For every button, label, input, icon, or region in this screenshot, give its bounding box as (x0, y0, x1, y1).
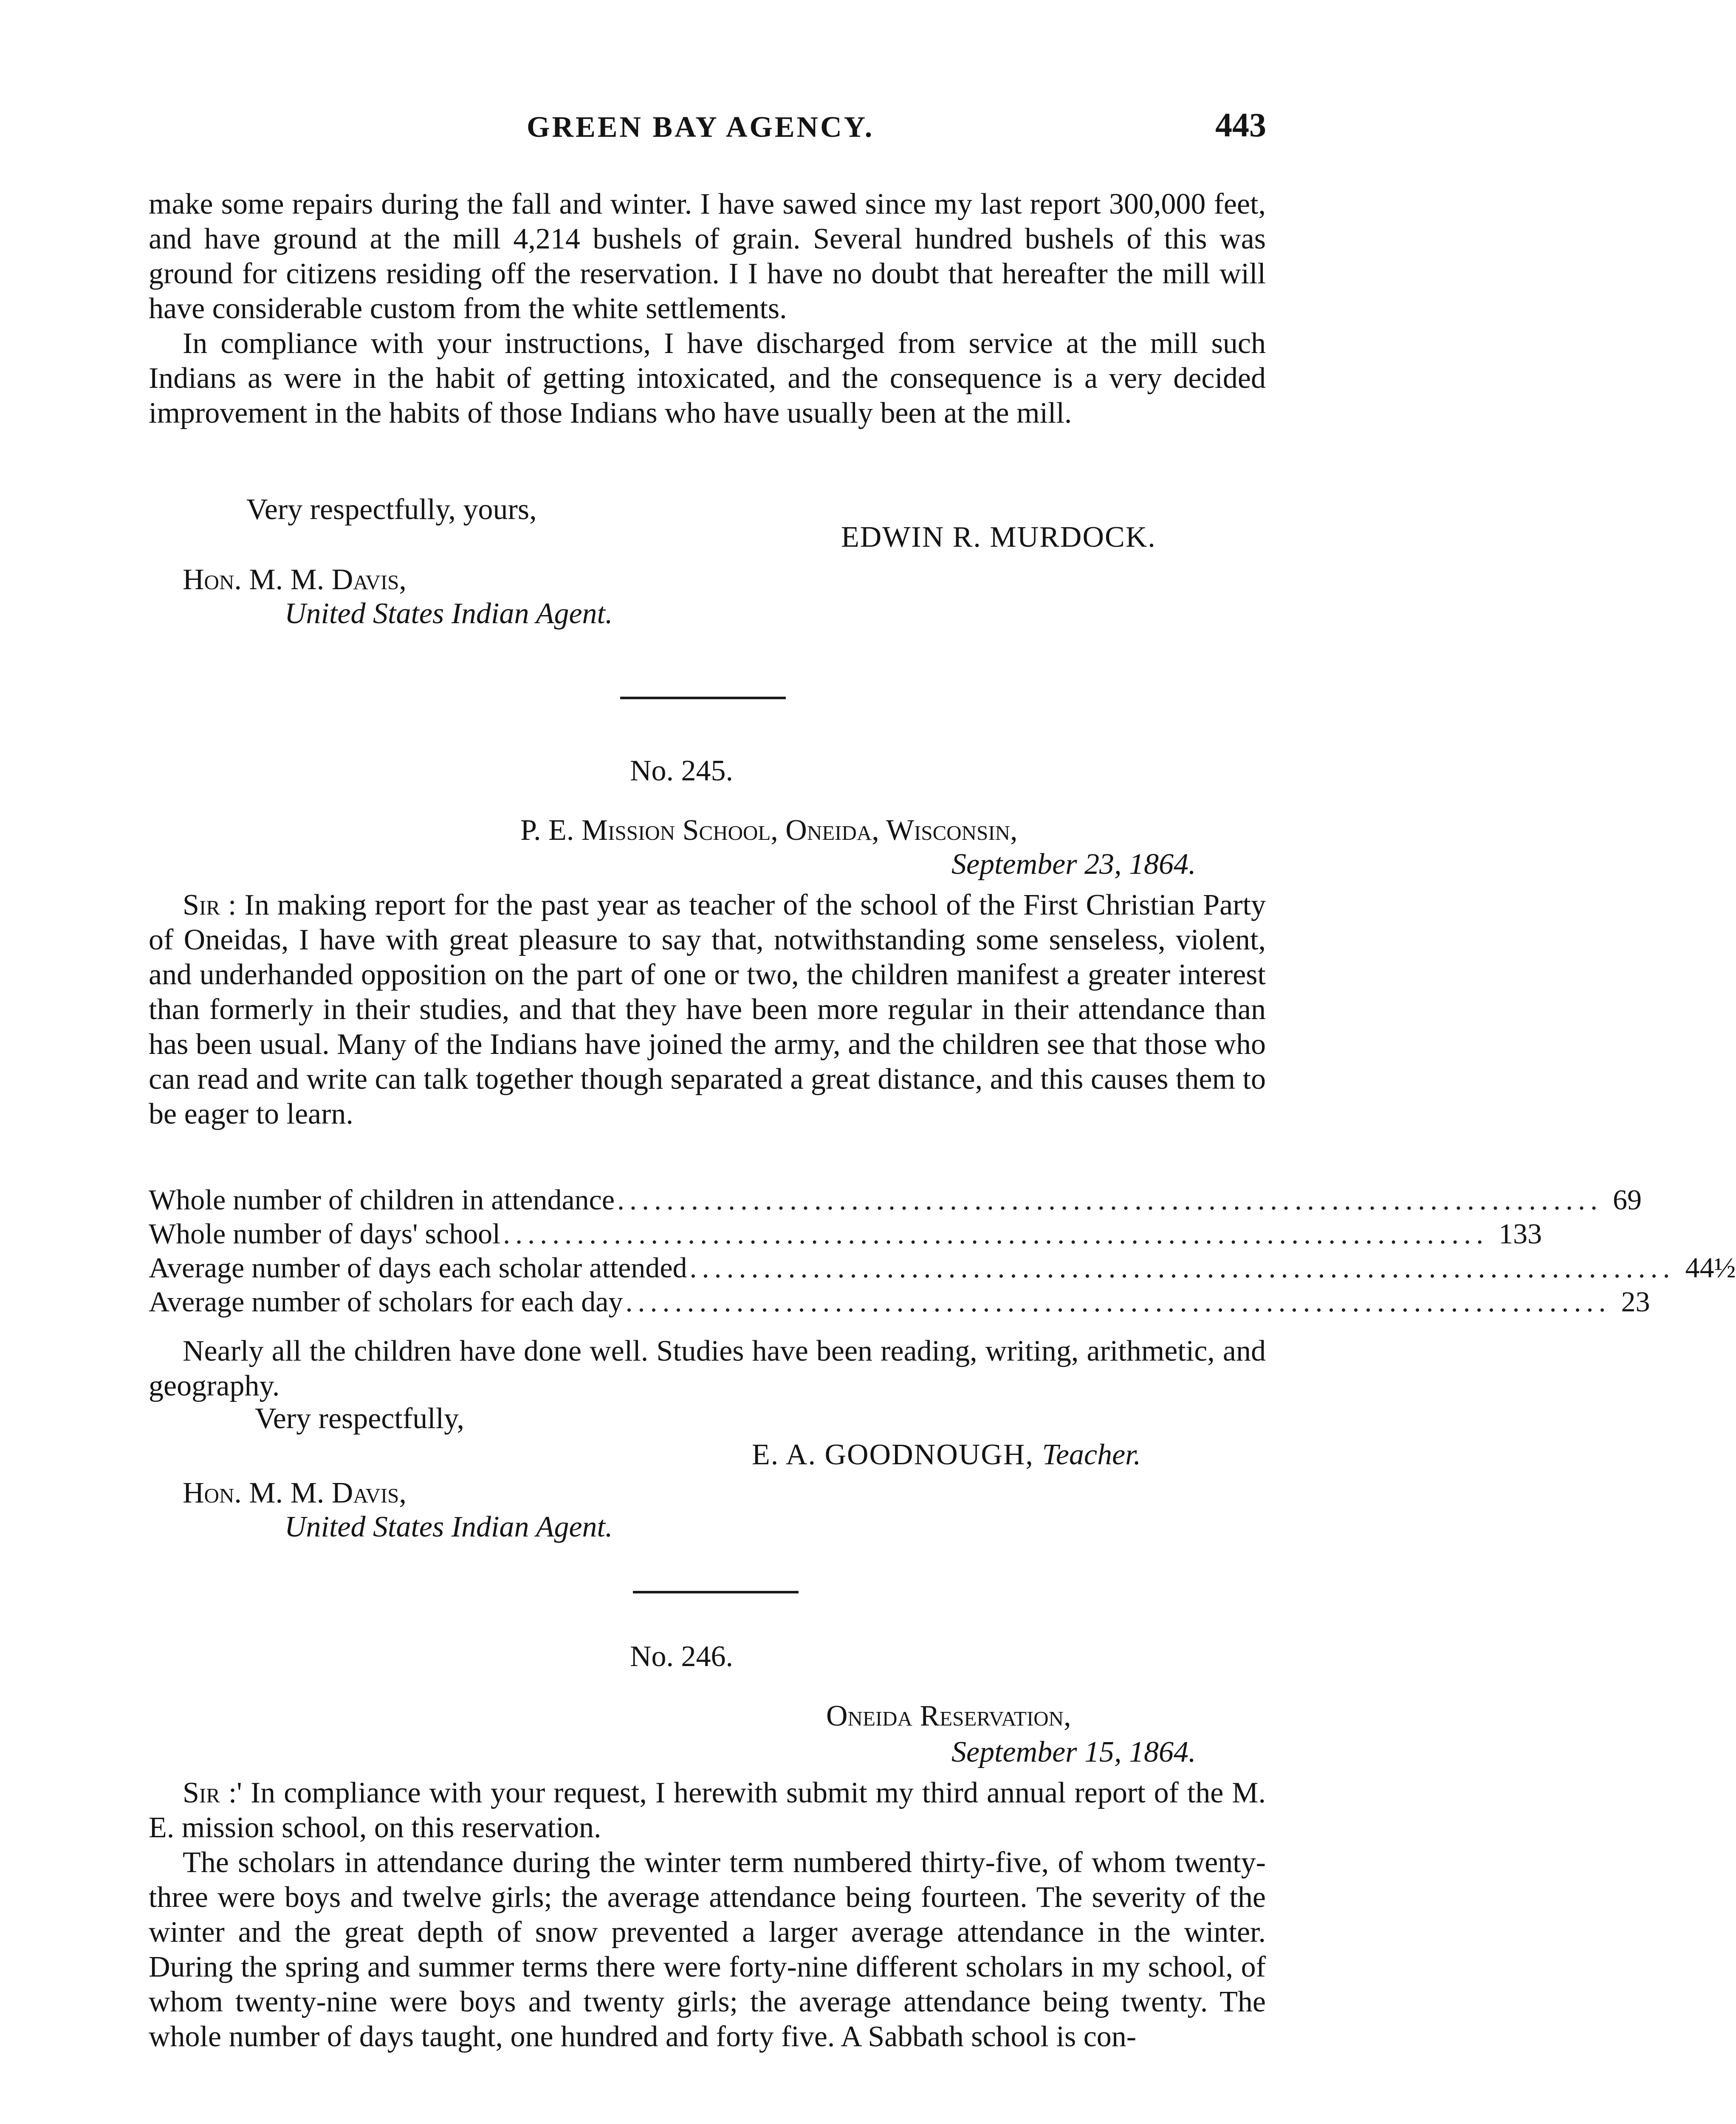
letter2-date: September 23, 1864. (951, 848, 1196, 881)
letter2-closing-block (149, 1334, 1266, 1404)
dot-leader: ................................................................................ (625, 1285, 1611, 1318)
stat-value: 69 (1613, 1183, 1642, 1216)
page-number: 443 (1215, 107, 1266, 144)
stat-label: Whole number of days' school (149, 1217, 501, 1250)
letter2-signature-line (752, 1438, 1141, 1472)
letter1-paragraph-2: In compliance with your instructions, I have discharged from service at the mill such Indians as were in the habit of getting intoxicated, and the consequence is a very decided improvement in the habits of those Indians who have usually been at the mill. (149, 327, 1266, 429)
letter2-number: No. 245. (629, 754, 734, 787)
letter3-body (149, 1776, 1266, 2054)
letter2-place: P. E. Mission School, Oneida, Wisconsin, (520, 814, 1018, 847)
letter3-place: Oneida Reservation, (826, 1700, 1071, 1732)
letter2-closing-paragraph: Nearly all the children have done well. Studies have been reading, writing, arithmetic, and geography. (149, 1335, 1266, 1402)
section-divider (620, 697, 786, 699)
letter2-addressee-name: Hon. M. M. Davis, (183, 1477, 406, 1509)
letter1-signature: EDWIN R. MURDOCK. (841, 521, 1156, 554)
dot-leader: ................................................................................ (689, 1251, 1675, 1284)
stat-value: 23 (1621, 1285, 1650, 1318)
letter3-paragraph-1: In compliance with your request, I herewith submit my third annual report of the M. E. mission school, on this reservation. (149, 1777, 1266, 1844)
letter1-closing: Very respectfully, yours, (246, 493, 537, 526)
running-header (0, 106, 1363, 153)
stat-row (149, 1285, 1650, 1319)
stat-value: 133 (1499, 1217, 1542, 1250)
letter3-number: No. 246. (629, 1640, 734, 1673)
stat-row (149, 1217, 1542, 1251)
letter2-salutation: Sir : (183, 889, 237, 921)
letter1-addressee-name: Hon. M. M. Davis, (183, 563, 406, 596)
letter2-signature-title: Teacher. (1042, 1438, 1141, 1471)
stat-label: Average number of scholars for each day (149, 1285, 623, 1318)
stat-row (149, 1251, 1736, 1285)
letter2-body (149, 888, 1266, 1132)
letter1-addressee-title: United States Indian Agent. (285, 597, 613, 630)
stat-value: 44½ (1685, 1251, 1736, 1284)
stat-label: Average number of days each scholar attended (149, 1251, 687, 1284)
header-title: GREEN BAY AGENCY. (527, 111, 875, 144)
section-divider (633, 1591, 799, 1593)
letter3-paragraph-2: The scholars in attendance during the winter term numbered thirty-five, of whom twenty-three were boys and twelve girls; the average attendance being fourteen. The severity of the winter and the great depth of snow prevented a larger average attendance in the winter. During the spring and summer terms there were forty-nine different scholars in my school, of whom twenty-nine were boys and twenty girls; the average attendance being twenty. The whole number of days taught, one hundred and forty five. A Sabbath school is con- (149, 1846, 1266, 2053)
dot-leader: ................................................................................ (617, 1183, 1603, 1216)
letter2-paragraph: In making report for the past year as teacher of the school of the First Christian Party of Oneidas, I have with great pleasure to say that, notwithstanding some senseless, violent, and underhanded opposition on the part of one or two, the children manifest a greater interest than formerly in their studies, and that they have been more regular in their attendance than has been usual. Many of the Indians have joined the army, and the children see that those who can read and write can talk together though separated a great distance, and this causes them to be eager to learn. (149, 889, 1266, 1130)
stat-label: Whole number of children in attendance (149, 1183, 615, 1216)
attendance-statistics (149, 1183, 1736, 1319)
stat-row (149, 1183, 1642, 1217)
letter2-signature: E. A. GOODNOUGH, (752, 1438, 1034, 1471)
letter1-body (149, 187, 1266, 431)
letter2-addressee-title: United States Indian Agent. (285, 1511, 613, 1543)
dot-leader: ................................................................................ (503, 1217, 1489, 1250)
letter3-date: September 15, 1864. (951, 1736, 1196, 1768)
letter3-salutation: Sir :' (183, 1777, 242, 1809)
letter2-closing: Very respectfully, (255, 1402, 465, 1435)
letter1-paragraph-1: make some repairs during the fall and winter. I have sawed since my last report 300,000 feet, and have ground at the mill 4,214 bushels of grain. Several hundred bushels of this was ground for citizens residing off the reservation. I I have no doubt that hereafter the mill will have considerable custom from the white settlements. (149, 188, 1266, 325)
